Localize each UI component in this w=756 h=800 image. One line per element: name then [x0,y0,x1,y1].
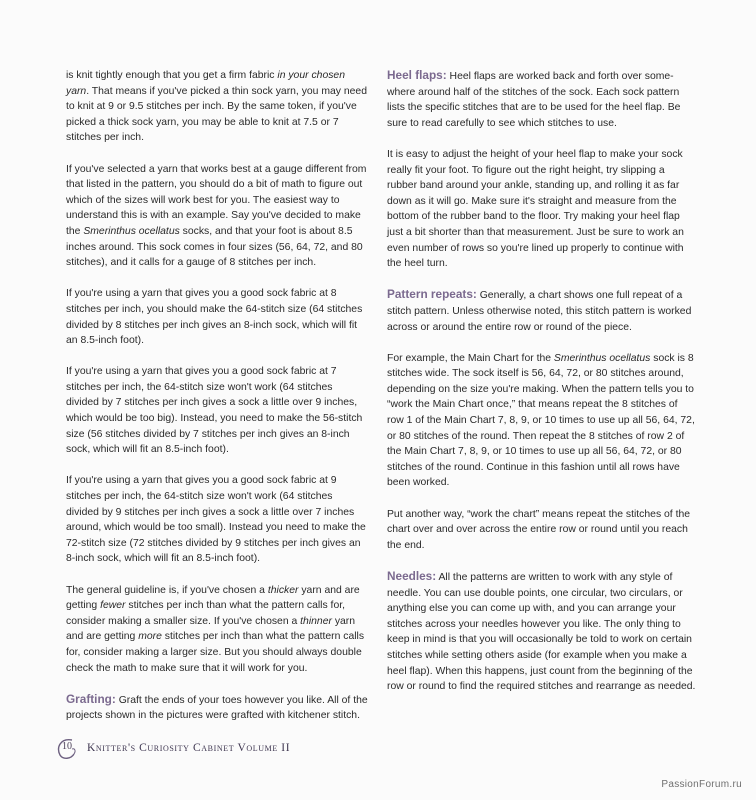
needles-section [387,569,697,695]
text-run: For example, the Main Chart for the [387,352,554,364]
emphasis-text: Smerinthus ocellatus [553,352,651,364]
section-heading: Grafting: [66,691,116,706]
body-paragraph [66,68,368,146]
body-paragraph [66,364,368,458]
text-run: sock is 8 stitches wide. The sock itself is 56, 64, 72, or 80 stitches around, depending on the size you're making. When the pattern tells you to “work the Main Chart once,” that means repeat the 8 stitches of row 1 of the Main Chart 7, 8, 9, or 10 times to use up all 56, 64, 72, or 80 stitches of the round. Then repeat the 8 stitches of row 2 of the Main Chart 7, 8, 9, or 10 times to use up all 56, 64, 72, or 80 stitches of the round. Continue in this fashion until all rows have been worked. [387,352,695,489]
text-run: The general guideline is, if you've chosen a [66,584,268,596]
text-run: yarn and are getting [66,615,356,643]
text-run: stitches per inch than what the pattern calls for, consider making a smaller size. If you've chosen a [66,600,345,627]
text-run: socks, and that your foot is about 8.5 inches around. This sock comes in four sizes (56, 64, 72, and 80 stitches), and it calls for a gauge of 8 stitches per inch. [66,225,363,269]
section-heading: Pattern repeats: [387,287,477,302]
text-run: If you're using a yarn that gives you a good sock fabric at 8 stitches per inch, you should make the 64-stitch size (64 stitches divided by 8 stitches per inch gives an 8-inch sock, which will fit an 8.5-inch foot). [66,288,363,347]
text-run: is knit tightly enough that you get a firm fabric [66,70,278,81]
body-paragraph [387,507,697,554]
text-run: If you're using a yarn that gives you a good sock fabric at 9 stitches per inch, the 64-stitch size won't work (64 stitches divided by 9 stitches per inch gives a sock a little over 7 inches around, which would be too small). Instead you need to make the 72-stitch size (72 stitches divided by 9 stitches per inch gives an 8-inch sock, which will fit an 8.5-inch foot). [66,475,366,565]
body-paragraph [387,147,697,272]
grafting-section [66,692,368,724]
text-run: yarn and are getting [66,584,360,612]
body-paragraph [66,473,368,567]
text-run: Put another way, “work the chart” means repeat the stitches of the chart over and over across the entire row or round until you reach the end. [387,508,691,551]
text-run: stitches per inch than what the pattern calls for, consider making a larger size. But you should always double check the math to make sure that it will work for you. [66,631,365,674]
page-number: 10 [62,741,72,752]
emphasis-text: Smerinthus ocellatus [83,225,180,237]
text-run: . That means if you've picked a thin sock yarn, you may need to knit at 9 or 9.5 stitches per inch. By the same token, if you've picked a thick sock yarn, you may be able to knit at 7.5 or 7 stitches per inch. [66,85,367,144]
emphasis-text: more [138,631,162,643]
emphasis-text: thicker [267,584,299,596]
watermark: PassionForum.ru [661,779,742,790]
body-paragraph [66,162,368,271]
text-run: All the patterns are written to work with any style of needle. You can use double points, one circular, two circulars, or anything else you can come up with, and you can arrange your stitches across your needles however you like. The only thing to keep in mind is that you will occasionally be told to work on certain stitches while setting others aside (for example when you make a heel flap). When this happens, just count from the beginning of the row or round to find the required stitches and rearrange as needed. [387,572,696,693]
emphasis-text: fewer [100,600,126,612]
heel-flaps-section [387,68,697,131]
body-paragraph [66,583,368,677]
pattern-repeats-section [387,287,697,335]
text-run: If you've selected a yarn that works best at a gauge different from that listed in the pattern, you should do a bit of math to figure out which of the sizes will work best for you. The easiest way to understand this is with an example. Say you've decided to make the [66,163,367,237]
left-column [66,68,368,740]
text-run: Generally, a chart shows one full repeat of a stitch pattern. Unless otherwise noted, this stitch pattern is worked across or around the entire row or round of the piece. [387,290,692,333]
text-run: Graft the ends of your toes however you like. All of the projects shown in the pictures were grafted with kitchener stitch. [66,694,368,722]
body-paragraph [66,286,368,348]
book-title: Knitter's Curiosity Cabinet Volume II [87,742,291,754]
text-run: If you're using a yarn that gives you a good sock fabric at 7 stitches per inch, the 64-stitch size won't work (64 stitches divided by 7 stitches per inch gives a sock a little over 9 inches, which would be too big). Instead, you need to make the 56-stitch size (56 stitches divided by 7 stitches per inch gives an 8-inch sock, which will fit an 8.5-inch foot). [66,366,363,456]
section-heading: Heel flaps: [387,68,447,82]
emphasis-text: thinner [300,615,332,627]
text-run: Heel flaps are worked back and forth over some- where around half of the stitches of the sock. Each sock pattern lists the specific stitches that are to be used for the heel flap. Be sure to read carefully to see which stitches to use. [387,71,681,129]
emphasis-text: in your chosen yarn [66,70,345,97]
right-column [387,68,697,710]
page-footer [60,736,380,764]
text-run: It is easy to adjust the height of your heel flap to make your sock really fit your foot. To figure out the right height, try slipping a rubber band around your ankle, standing up, and rolling it as far down as it will go. Make sure it's straight and measure from the bottom of the rubber band to the floor. Try making your heel flap just a bit shorter than that measurement. Just be sure to work an even number of rows so you're lined up properly to continue with the heel turn. [387,148,684,270]
body-paragraph [387,351,697,491]
section-heading: Needles: [387,569,437,583]
